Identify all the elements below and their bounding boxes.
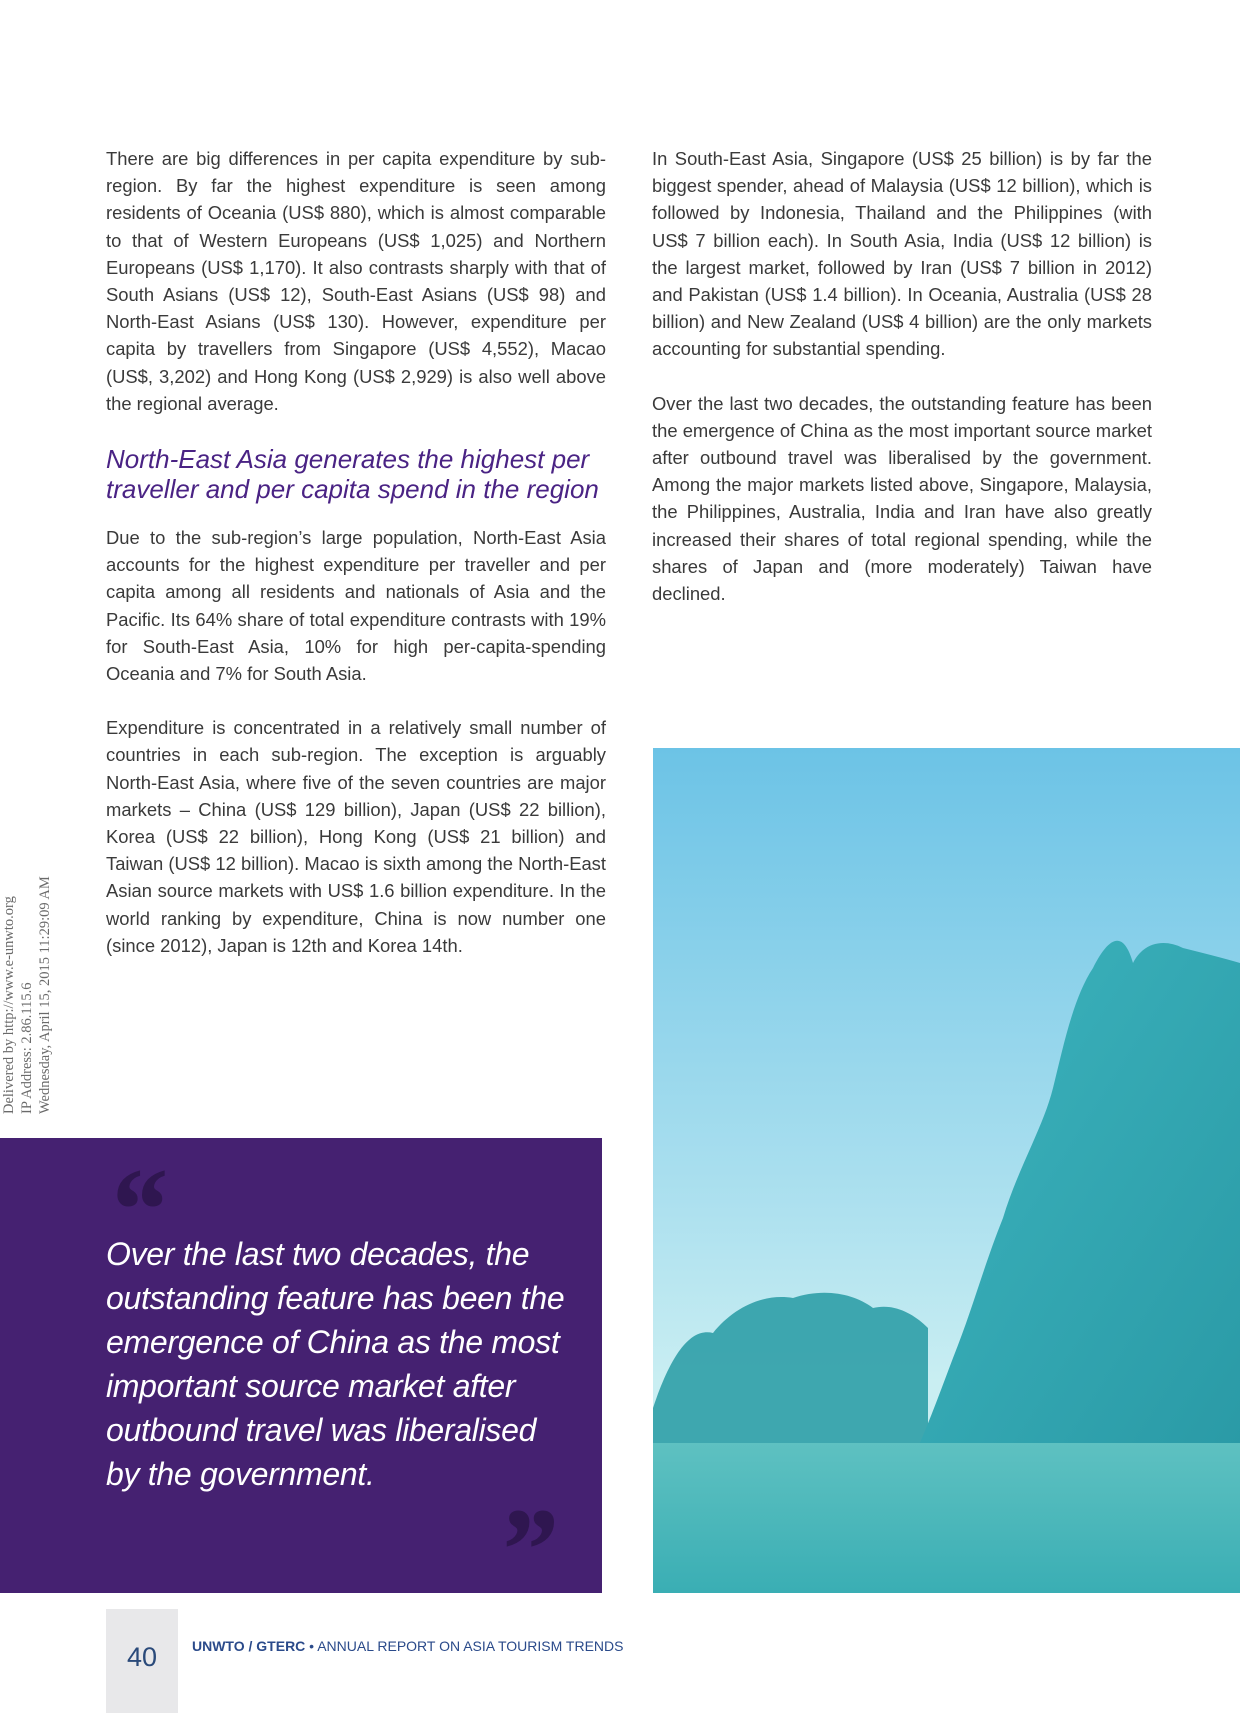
body-paragraph: In South-East Asia, Singapore (US$ 25 billion) is by far the biggest spender, ahead of Malaysia (US$ 12 billion), which is followed by Indonesia, Thailand and the Philippines (with US$ 7 billion each). In South Asia, India (US$ 12 billion) is the largest market, followed by Iran (US$ 7 billion in 2012) and Pakistan (US$ 1.4 billion). In Oceania, Australia (US$ 28 billion) and New Zealand (US$ 4 billion) are the only markets accounting for substantial spending. — [652, 148, 1152, 360]
footer-title: ANNUAL REPORT ON ASIA TOURISM TRENDS — [317, 1638, 624, 1654]
seascape-photo — [653, 748, 1240, 1593]
delivery-url: Delivered by http://www.e-unwto.org — [1, 896, 17, 1114]
pull-quote-text: Over the last two decades, the outstanding feature has been the emergence of China as the most important source market after outbound travel was liberalised by the government. — [106, 1236, 565, 1492]
open-quote-icon: “ — [106, 1143, 166, 1276]
body-paragraph: Over the last two decades, the outstanding feature has been the emergence of China as the most important source market after outbound travel was liberalised by the government. Among the major markets listed above, Singapore, Malaysia, the Philippines, Australia, India and Iran have also greatly increased their shares of total regional spending, while the shares of Japan and (more moderately) Taiwan have declined. — [652, 392, 1152, 605]
ip-address: IP Address: 2.86.115.6 — [19, 982, 35, 1114]
close-quote-icon: ” — [496, 1483, 556, 1616]
left-column — [106, 145, 606, 986]
page-number: 40 — [126, 1642, 158, 1672]
footer-separator: • — [305, 1638, 318, 1654]
body-paragraph: There are big differences in per capita expenditure by sub-region. By far the highest expenditure is seen among residents of Oceania (US$ 880), which is almost comparable to that of Western Europeans (US$ 1,025) and Northern Europeans (US$ 1,170). It also contrasts sharply with that of South Asians (US$ 12), South-East Asians (US$ 98) and North-East Asians (US$ 130). However, expenditure per capita by travellers from Singapore (US$ 4,552), Macao (US$, 3,202) and Hong Kong (US$ 2,929) is also well above the regional average. — [106, 148, 606, 414]
footer-brand: UNWTO / GTERC — [192, 1638, 306, 1654]
body-paragraph: Expenditure is concentrated in a relatively small number of countries in each sub-region. The exception is arguably North-East Asia, where five of the seven countries are major markets – China (US$ 129 billion), Japan (US$ 22 billion), Korea (US$ 22 billion), Hong Kong (US$ 21 billion) and Taiwan (US$ 12 billion). Macao is sixth among the North-East Asian source markets with US$ 1.6 billion expenditure. In the world ranking by expenditure, China is now number one (since 2012), Japan is 12th and Korea 14th. — [106, 717, 606, 956]
section-heading: North-East Asia generates the highest per traveller and per capita spend in the region — [106, 444, 599, 505]
right-column — [652, 145, 1152, 634]
delivery-timestamp: Wednesday, April 15, 2015 11:29:09 AM — [37, 876, 53, 1114]
running-footer — [192, 1637, 623, 1655]
body-paragraph: Due to the sub-region’s large population, North-East Asia accounts for the highest expenditure per traveller and per capita among all residents and nationals of Asia and the Pacific. Its 64% share of total expenditure contrasts with 19% for South-East Asia, 10% for high per-capita-spending Oceania and 7% for South Asia. — [106, 527, 606, 685]
delivery-sidebar — [0, 876, 54, 1114]
